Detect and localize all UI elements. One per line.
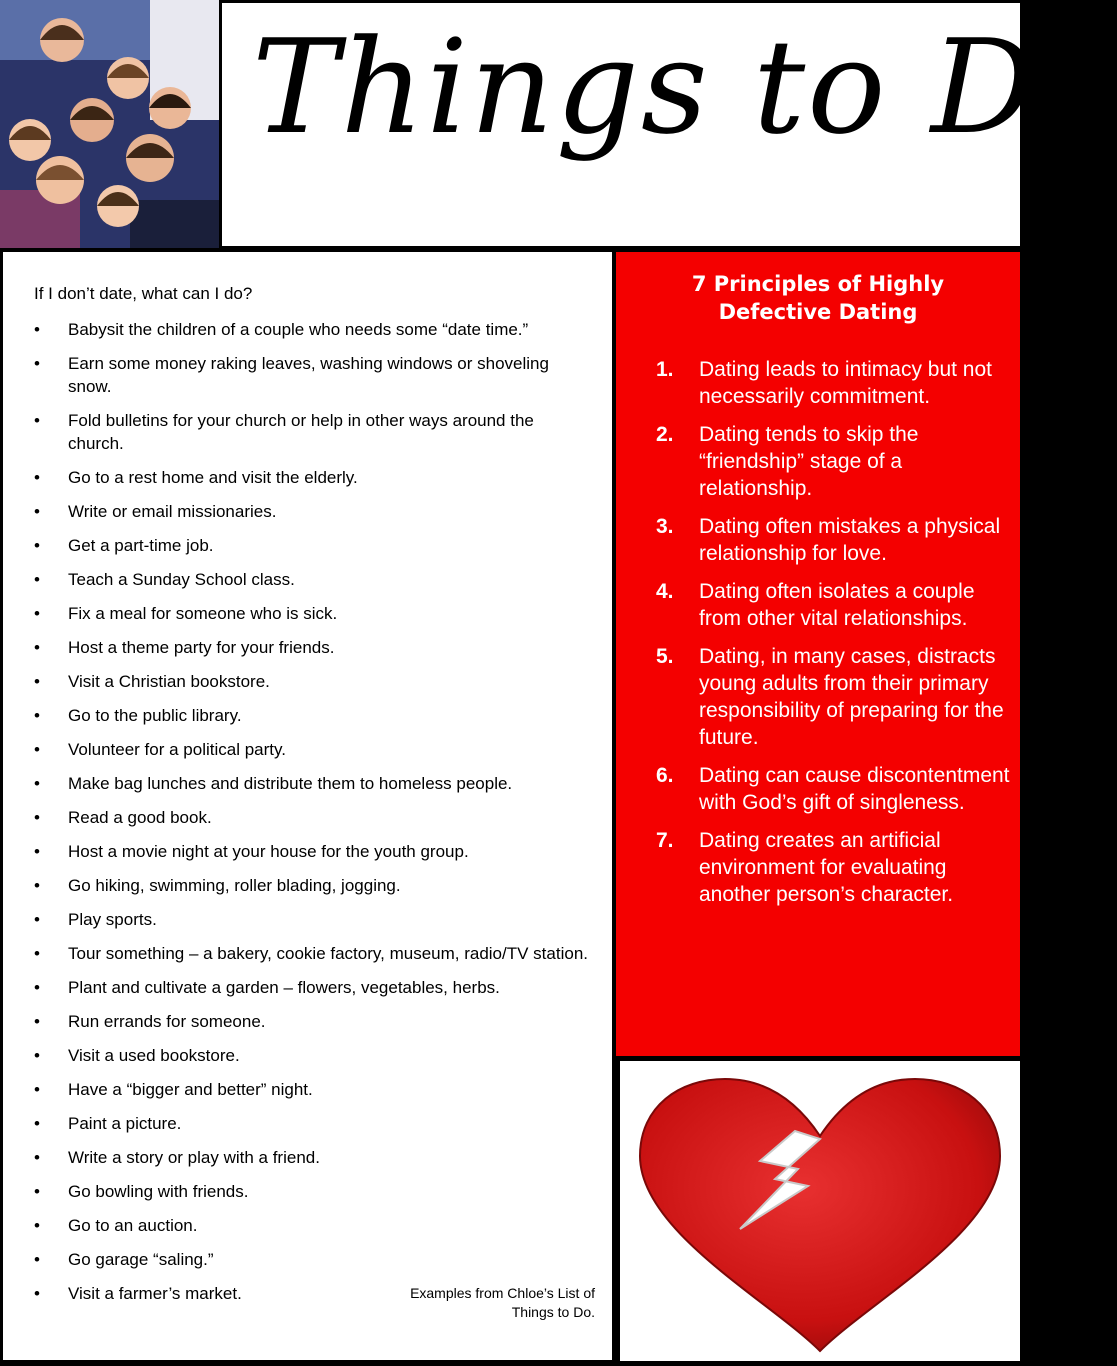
bullet-icon: • [34,536,40,555]
bullet-icon: • [34,354,40,373]
bullet-icon: • [34,876,40,895]
todo-item-text: Go to the public library. [68,706,242,725]
principle-number: 1. [656,358,674,381]
bullet-icon: • [34,1182,40,1201]
todo-item-text: Volunteer for a political party. [68,740,286,759]
principle-text: Dating creates an artificial environment for evaluating another person’s character. [699,829,954,906]
bullet-icon: • [34,604,40,623]
principle-number: 3. [656,515,674,538]
group-photo-illustration [0,0,219,248]
bullet-icon: • [34,320,40,339]
principle-text: Dating leads to intimacy but not necessarily commitment. [699,358,992,408]
todo-item [34,874,594,897]
todo-item [34,1078,594,1101]
todo-item [34,942,594,965]
bullet-icon: • [34,1012,40,1031]
todo-item [34,1146,594,1169]
bullet-icon: • [34,1216,40,1235]
principle-item [656,578,1011,632]
todo-item [34,738,594,761]
todo-item-text: Read a good book. [68,808,212,827]
todo-item-text: Go hiking, swimming, roller blading, jogging. [68,876,401,895]
bullet-icon: • [34,1046,40,1065]
todo-item [34,704,594,727]
todo-item [34,806,594,829]
principle-number: 4. [656,580,674,603]
bullet-icon: • [34,672,40,691]
todo-item [34,466,594,489]
todo-item-text: Go garage “saling.” [68,1250,214,1269]
principle-number: 6. [656,764,674,787]
caption [355,1284,595,1322]
todo-item-text: Write a story or play with a friend. [68,1148,320,1167]
todo-item-text: Fold bulletins for your church or help in other ways around the church. [68,411,534,453]
principle-item [656,356,1011,410]
bullet-icon: • [34,774,40,793]
todo-item-text: Visit a Christian bookstore. [68,672,270,691]
intro-question: If I don’t date, what can I do? [34,284,253,303]
todo-item [34,976,594,999]
todo-item-text: Teach a Sunday School class. [68,570,295,589]
todo-item-text: Make bag lunches and distribute them to homeless people. [68,774,513,793]
principle-item [656,513,1011,567]
bullet-icon: • [34,842,40,861]
bullet-icon: • [34,978,40,997]
caption-line-2: Things to Do. [511,1304,595,1320]
broken-heart-icon [620,1061,1020,1361]
todo-list [34,318,594,1316]
todo-item [34,602,594,625]
todo-item-text: Run errands for someone. [68,1012,266,1031]
todo-item [34,1112,594,1135]
todo-item-text: Have a “bigger and better” night. [68,1080,313,1099]
principles-title [616,270,1020,326]
todo-item [34,772,594,795]
group-photo [0,0,219,248]
todo-item-text: Paint a picture. [68,1114,182,1133]
todo-item [34,1010,594,1033]
principle-text: Dating, in many cases, distracts young adults from their primary responsibility of preparing for the future. [699,645,1004,749]
todo-item [34,1044,594,1067]
bullet-icon: • [34,1250,40,1269]
todo-item [34,636,594,659]
todo-item [34,568,594,591]
principle-item [656,827,1011,908]
todo-item-text: Play sports. [68,910,157,929]
principles-title-line-2: Defective Dating [718,300,918,324]
principles-title-line-1: 7 Principles of Highly [691,272,945,296]
bullet-icon: • [34,944,40,963]
todo-item-text: Host a movie night at your house for the youth group. [68,842,469,861]
things-to-do-panel [3,252,612,1360]
bullet-icon: • [34,808,40,827]
todo-item-text: Get a part-time job. [68,536,214,555]
todo-item-text: Go to an auction. [68,1216,198,1235]
todo-item-text: Visit a used bookstore. [68,1046,240,1065]
todo-item [34,1248,594,1271]
bullet-icon: • [34,1114,40,1133]
page-title: Things to Do [252,11,1117,163]
todo-item [34,1214,594,1237]
principles-panel [616,252,1020,1056]
caption-line-1: Examples from Chloe’s List of [410,1285,595,1301]
todo-item [34,670,594,693]
bullet-icon: • [34,1148,40,1167]
principle-text: Dating often mistakes a physical relationship for love. [699,515,1001,565]
principle-text: Dating tends to skip the “friendship” stage of a relationship. [699,423,919,500]
todo-item [34,908,594,931]
todo-item-text: Visit a farmer’s market. [68,1284,242,1303]
bullet-icon: • [34,910,40,929]
bullet-icon: • [34,1080,40,1099]
todo-item [34,409,594,455]
todo-item [34,534,594,557]
bullet-icon: • [34,706,40,725]
principle-text: Dating can cause discontentment with God’s gift of singleness. [699,764,1010,814]
bullet-icon: • [34,740,40,759]
todo-item [34,352,594,398]
todo-item [34,500,594,523]
todo-item-text: Go to a rest home and visit the elderly. [68,468,358,487]
todo-item [34,318,594,341]
bullet-icon: • [34,638,40,657]
todo-item-text: Earn some money raking leaves, washing windows or shoveling snow. [68,354,549,396]
bullet-icon: • [34,570,40,589]
todo-item-text: Host a theme party for your friends. [68,638,335,657]
bullet-icon: • [34,502,40,521]
todo-item-text: Write or email missionaries. [68,502,277,521]
todo-item [34,840,594,863]
todo-item-text: Go bowling with friends. [68,1182,249,1201]
principle-number: 5. [656,645,674,668]
todo-item-text: Fix a meal for someone who is sick. [68,604,338,623]
bullet-icon: • [34,468,40,487]
principle-item [656,421,1011,502]
principle-item [656,643,1011,751]
todo-item [34,1180,594,1203]
principles-list [656,356,1011,919]
principle-text: Dating often isolates a couple from other vital relationships. [699,580,975,630]
principle-item [656,762,1011,816]
principle-number: 7. [656,829,674,852]
title-box [222,3,1117,246]
todo-item-text: Babysit the children of a couple who needs some “date time.” [68,320,529,339]
bullet-icon: • [34,1284,40,1303]
principle-number: 2. [656,423,674,446]
heart-box [620,1061,1020,1361]
bullet-icon: • [34,411,40,430]
todo-item-text: Tour something – a bakery, cookie factory, museum, radio/TV station. [68,944,588,963]
todo-item-text: Plant and cultivate a garden – flowers, vegetables, herbs. [68,978,500,997]
